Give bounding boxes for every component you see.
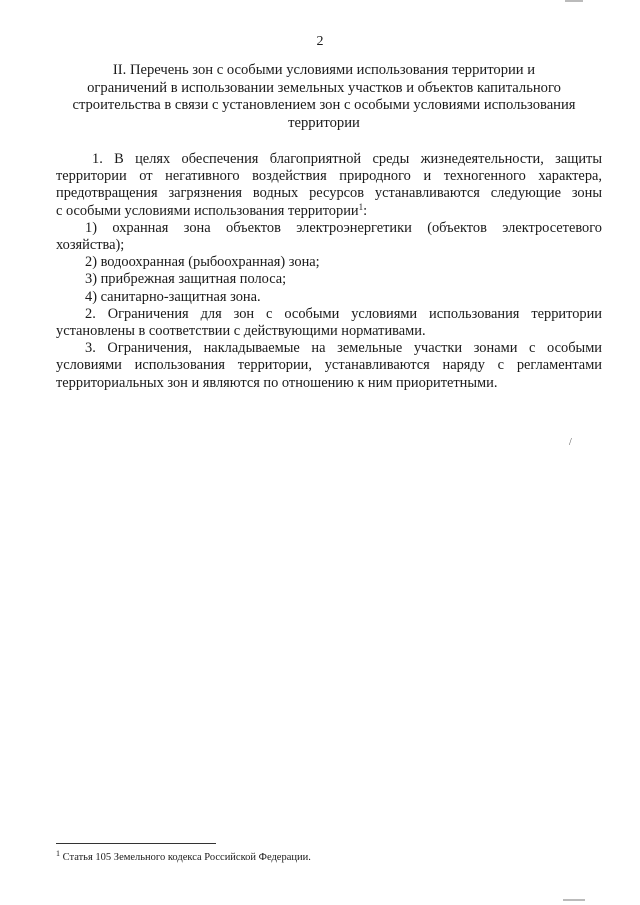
- zones-list: [56, 220, 602, 306]
- scan-artifact-bottom: [563, 899, 585, 901]
- stray-pen-mark: /: [569, 437, 572, 448]
- footnote-number: 1: [56, 849, 60, 858]
- page-number: 2: [316, 34, 324, 49]
- paragraph-line: предотвращения загрязнения водных ресурсов устанавливаются следующие зоны: [56, 185, 602, 202]
- punctuation: :: [363, 202, 368, 219]
- list-item: [56, 289, 602, 306]
- document-body: [56, 151, 602, 392]
- paragraph-line: территории от негативного воздействия природного и техногенного характера,: [56, 168, 602, 185]
- paragraph-line: условиями использования территории, устанавливаются наряду с регламентами: [56, 357, 602, 374]
- list-item-line: 3) прибрежная защитная полоса;: [85, 271, 287, 288]
- paragraph-line: установлены в соответствии с действующими нормативами.: [56, 323, 426, 340]
- list-item-line: 4) санитарно-защитная зона.: [85, 288, 261, 305]
- section-title-line: ограничений в использовании земельных участков и объектов капитального: [87, 79, 561, 96]
- list-item: [56, 254, 602, 271]
- scan-artifact-top: [565, 0, 583, 2]
- section-title: [54, 62, 594, 132]
- paragraph-1: [56, 151, 602, 220]
- list-item-line: хозяйства);: [56, 237, 125, 254]
- footnote-text: Статья 105 Земельного кодекса Российской Федерации.: [62, 852, 311, 863]
- paragraph-line: 2. Ограничения для зон с особыми условиями использования территории: [85, 305, 602, 322]
- paragraph-2: [56, 306, 602, 340]
- paragraph-line: 1. В целях обеспечения благоприятной среды жизнедеятельности, защиты: [92, 151, 602, 167]
- paragraph-line-last: [56, 203, 602, 220]
- footnote: [56, 851, 311, 864]
- footnote-divider: [56, 843, 216, 844]
- section-title-line: II. Перечень зон с особыми условиями использования территории и: [112, 62, 536, 78]
- footnote-reference[interactable]: 1: [358, 201, 364, 212]
- paragraph-line: территориальных зон и являются по отношению к ним приоритетными.: [56, 374, 498, 391]
- paragraph-line: с особыми условиями использования территории: [56, 202, 359, 219]
- list-item-line: 2) водоохранная (рыбоохранная) зона;: [85, 254, 320, 271]
- list-item: [56, 220, 602, 254]
- list-item-line: 1) охранная зона объектов электроэнергетики (объектов электросетевого: [85, 219, 602, 236]
- paragraph-3: [56, 340, 602, 392]
- section-title-line: территории: [288, 114, 360, 131]
- list-item: [56, 271, 602, 288]
- section-title-line: строительства в связи с установлением зон с особыми условиями использования: [72, 97, 576, 113]
- paragraph-line: 3. Ограничения, накладываемые на земельные участки зонами с особыми: [85, 340, 602, 357]
